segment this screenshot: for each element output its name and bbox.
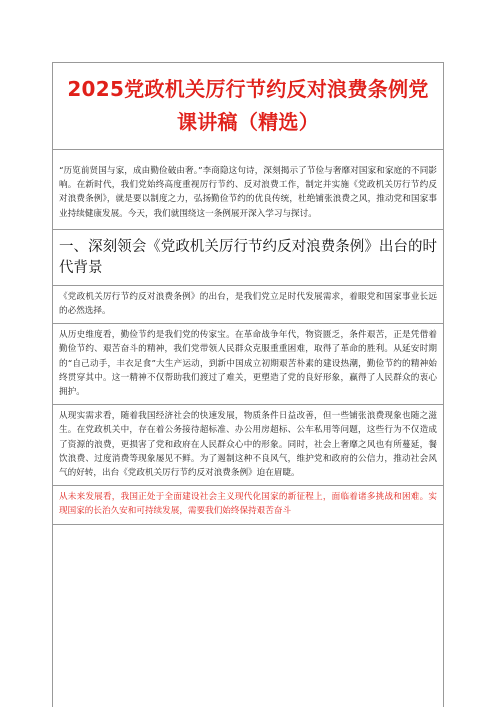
paragraph-3: 从现实需求看，随着我国经济社会的快速发展，物质条件日益改善，但一些铺张浪费现象也随之滋生。在党政机关中，存在着公务接待超标准、办公用房超标、公车私用等问题，这些行为不仅造成了资源的浪费，更损害了党和政府在人民群众心中的形象。同时，社会上奢靡之风也有所蔓延，餐饮浪费、过度消费等现象屡见不鲜。为了遏制这种不良风气，维护党和政府的公信力，推动社会风气的好转，出台《党政机关厉行节约反对浪费条例》迫在眉睫。 xyxy=(59,411,437,479)
paragraph-row xyxy=(53,324,443,405)
title-block xyxy=(53,63,443,150)
paragraph-row-red xyxy=(53,486,443,524)
intro-paragraph: “历览前贤国与家，成由勤俭破由奢。”李商隐这句诗，深刻揭示了节俭与奢靡对国家和家庭的不同影响。在新时代，我们党始终高度重视厉行节约、反对浪费工作，制定并实施《党政机关厉行节约反对浪费条例》，就是要以制度之力，弘扬勤俭节约的优良传统，杜绝铺张浪费之风，推动党和国家事业持续健康发展。今天，我们就围绕这一条例展开深入学习与探讨。 xyxy=(59,166,437,219)
document-title-line1: 2025党政机关厉行节约反对浪费条例党 xyxy=(67,77,429,101)
paragraph-row xyxy=(53,405,443,486)
document-page xyxy=(52,62,444,707)
paragraph-4: 从未来发展看，我国正处于全面建设社会主义现代化国家的新征程上，面临着诸多挑战和困难。实现国家的长治久安和可持续发展，需要我们始终保持艰苦奋斗 xyxy=(59,492,437,517)
document-title-line2: 课讲稿（精选） xyxy=(176,110,320,134)
intro-paragraph-row xyxy=(53,150,443,230)
paragraph-2: 从历史维度看，勤俭节约是我们党的传家宝。在革命战争年代，物资匮乏，条件艰苦，正是凭借着勤俭节约、艰苦奋斗的精神，我们党带领人民群众克服重重困难，取得了革命的胜利。从延安时期的“自己动手，丰衣足食”大生产运动，到新中国成立初期艰苦朴素的建设热潮，勤俭节约的精神始终贯穿其中。这一精神不仅帮助我们渡过了难关，更塑造了党的良好形象，赢得了人民群众的衷心拥护。 xyxy=(59,330,437,398)
section-heading: 一、深刻领会《党政机关厉行节约反对浪费条例》出台的时代背景 xyxy=(53,230,443,286)
paragraph-row xyxy=(53,286,443,324)
paragraph-1: 《党政机关厉行节约反对浪费条例》的出台，是我们党立足时代发展需求，着眼党和国家事业长远的必然选择。 xyxy=(59,291,437,317)
